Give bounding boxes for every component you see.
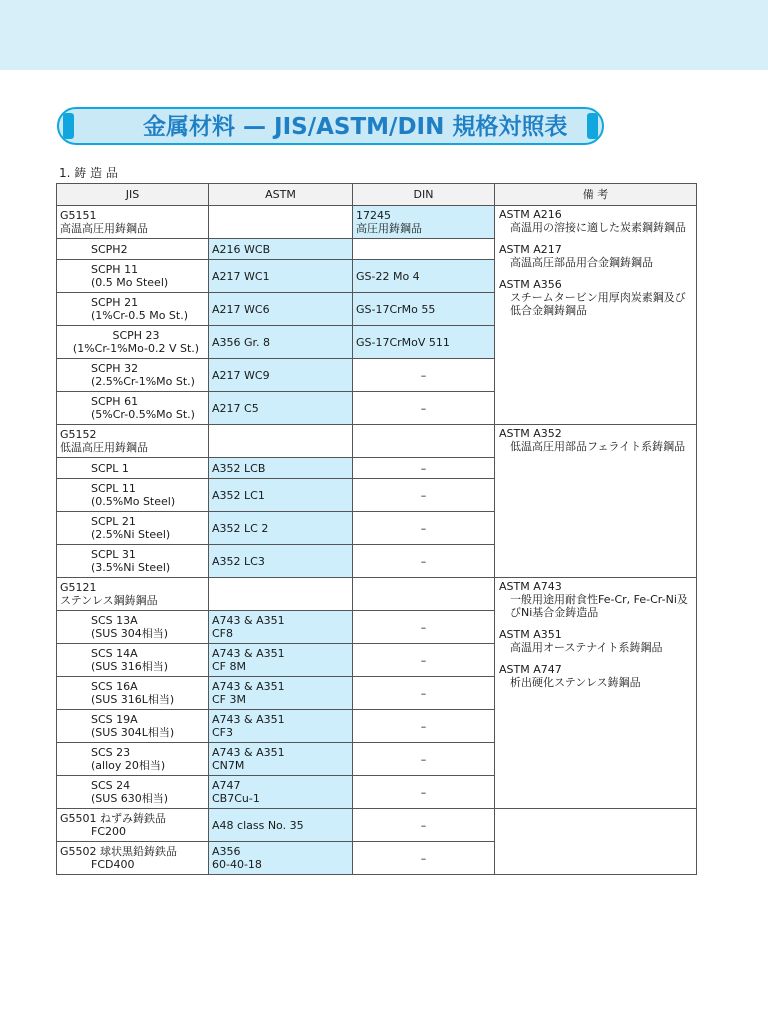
astm-cell xyxy=(209,776,353,809)
remarks-cell-g5151 xyxy=(495,206,697,425)
din-cell: – xyxy=(353,392,495,425)
jis-cell xyxy=(57,479,209,512)
astm-grade: A743 & A351 xyxy=(212,647,285,660)
astm-cell xyxy=(209,479,353,512)
jis-grade: SCPL 21 xyxy=(91,515,136,528)
note xyxy=(499,243,692,269)
note-desc: 低温高圧用部品フェライト系鋳鋼品 xyxy=(510,440,686,453)
jis-grade: SCPH 11 xyxy=(91,263,139,276)
din-cell xyxy=(353,206,495,239)
astm-grade: A747 xyxy=(212,779,241,792)
astm-cell xyxy=(209,359,353,392)
din-cell: – xyxy=(353,743,495,776)
astm-detail: CF 8M xyxy=(212,660,246,673)
astm-detail: CF 3M xyxy=(212,693,246,706)
astm-cell xyxy=(209,512,353,545)
jis-cell xyxy=(57,293,209,326)
din-cell: GS-17CrMo 55 xyxy=(353,293,495,326)
note xyxy=(499,580,692,619)
jis-grade: SCPL 31 xyxy=(91,548,136,561)
din-cell: GS-22 Mo 4 xyxy=(353,260,495,293)
jis-grade: SCPH 21 xyxy=(91,296,139,309)
jis-cell xyxy=(57,578,209,611)
note-desc: 高温用オーステナイト系鋳鋼品 xyxy=(510,641,663,654)
astm-cell xyxy=(209,611,353,644)
note-head: ASTM A743 xyxy=(499,580,562,593)
astm-cell xyxy=(209,677,353,710)
din-cell xyxy=(353,239,495,260)
jis-cell xyxy=(57,842,209,875)
jis-cell xyxy=(57,512,209,545)
top-band xyxy=(0,0,768,70)
header-jis: JIS xyxy=(57,184,209,206)
astm-grade: A352 LC1 xyxy=(212,488,265,502)
note-head: ASTM A747 xyxy=(499,663,562,676)
banner-cap-right xyxy=(587,113,598,139)
group-code: G5121 xyxy=(60,581,97,594)
jis-detail: FCD400 xyxy=(91,858,135,871)
din-cell: – xyxy=(353,359,495,392)
group-name: 低温高圧用鋳鋼品 xyxy=(60,441,148,454)
astm-cell xyxy=(209,392,353,425)
jis-cell xyxy=(57,611,209,644)
jis-detail: (0.5%Mo Steel) xyxy=(91,495,176,508)
group-code: G5151 xyxy=(60,209,97,222)
astm-cell xyxy=(209,578,353,611)
jis-detail: (SUS 630相当) xyxy=(91,792,169,805)
astm-cell xyxy=(209,458,353,479)
remarks-cell-g5121 xyxy=(495,578,697,809)
astm-grade: A743 & A351 xyxy=(212,746,285,759)
astm-cell xyxy=(209,842,353,875)
note-desc: 析出硬化ステンレス鋳鋼品 xyxy=(510,676,641,689)
jis-grade: SCPH 23 xyxy=(112,329,160,342)
astm-detail: CF3 xyxy=(212,726,234,739)
jis-cell xyxy=(57,326,209,359)
din-cell: GS-17CrMoV 511 xyxy=(353,326,495,359)
jis-grade: SCPH2 xyxy=(91,242,128,256)
group-row-g5151 xyxy=(57,206,697,239)
din-cell: – xyxy=(353,710,495,743)
din-cell: – xyxy=(353,677,495,710)
astm-cell xyxy=(209,326,353,359)
jis-grade: SCPH 61 xyxy=(91,395,139,408)
jis-grade: SCPH 32 xyxy=(91,362,139,375)
jis-detail: (1%Cr-1%Mo-0.2 V St.) xyxy=(72,342,200,355)
jis-grade: SCS 24 xyxy=(91,779,131,792)
note xyxy=(499,208,692,234)
jis-detail: (1%Cr-0.5 Mo St.) xyxy=(91,309,189,322)
note-desc: スチームタービン用厚肉炭素鋼及び低合金鋼鋳鋼品 xyxy=(510,291,686,317)
note-head: ASTM A351 xyxy=(499,628,562,641)
jis-detail: (SUS 316相当) xyxy=(91,660,169,673)
astm-cell xyxy=(209,425,353,458)
din-cell: – xyxy=(353,809,495,842)
jis-cell xyxy=(57,359,209,392)
astm-detail: CB7Cu-1 xyxy=(212,792,260,805)
note-head: ASTM A216 xyxy=(499,208,562,221)
astm-grade: A743 & A351 xyxy=(212,713,285,726)
jis-detail: FC200 xyxy=(91,825,127,838)
section-title: 1. 鋳 造 品 xyxy=(59,166,118,180)
astm-cell xyxy=(209,206,353,239)
astm-cell xyxy=(209,710,353,743)
table-row-g5501 xyxy=(57,809,697,842)
astm-grade: A352 LC 2 xyxy=(212,521,269,535)
din-code: 17245 xyxy=(356,209,391,222)
jis-detail: (SUS 316L相当) xyxy=(91,693,175,706)
jis-detail: (alloy 20相当) xyxy=(91,759,166,772)
astm-grade: A217 WC1 xyxy=(212,269,270,283)
note xyxy=(499,663,692,689)
astm-grade: A216 WCB xyxy=(212,242,271,256)
note-head: ASTM A217 xyxy=(499,243,562,256)
jis-detail: (SUS 304L相当) xyxy=(91,726,175,739)
standards-table xyxy=(56,183,697,875)
group-name: ステンレス鋼鋳鋼品 xyxy=(60,594,158,607)
note-desc: 一般用途用耐食性Fe-Cr, Fe-Cr-Ni及びNi基合金鋳造品 xyxy=(510,593,688,619)
din-cell: – xyxy=(353,512,495,545)
jis-cell xyxy=(57,809,209,842)
din-cell xyxy=(353,425,495,458)
jis-grade: SCS 14A xyxy=(91,647,138,660)
jis-cell xyxy=(57,710,209,743)
astm-cell xyxy=(209,743,353,776)
jis-grade: SCS 13A xyxy=(91,614,138,627)
din-cell: – xyxy=(353,545,495,578)
jis-grade: SCPL 11 xyxy=(91,482,136,495)
header-remarks: 備 考 xyxy=(495,184,697,206)
astm-grade: A48 class No. 35 xyxy=(212,818,304,832)
astm-grade: A217 WC6 xyxy=(212,302,270,316)
astm-detail: CF8 xyxy=(212,627,234,640)
jis-detail: (0.5 Mo Steel) xyxy=(91,276,169,289)
astm-cell xyxy=(209,239,353,260)
jis-detail: (3.5%Ni Steel) xyxy=(91,561,171,574)
note xyxy=(499,278,692,317)
astm-detail: 60-40-18 xyxy=(212,858,262,871)
note-desc: 高温高圧部品用合金鋼鋳鋼品 xyxy=(510,256,653,269)
group-name: 高温高圧用鋳鋼品 xyxy=(60,222,148,235)
din-cell: – xyxy=(353,458,495,479)
header-row xyxy=(57,184,697,206)
astm-grade: A352 LCB xyxy=(212,461,266,475)
astm-grade: A356 Gr. 8 xyxy=(212,335,271,349)
astm-cell xyxy=(209,293,353,326)
jis-cell xyxy=(57,392,209,425)
jis-grade: G5502 球状黒鉛鋳鉄品 xyxy=(60,845,178,858)
jis-cell xyxy=(57,677,209,710)
jis-grade: SCS 19A xyxy=(91,713,138,726)
astm-cell xyxy=(209,644,353,677)
jis-cell xyxy=(57,545,209,578)
note-head: ASTM A356 xyxy=(499,278,562,291)
group-code: G5152 xyxy=(60,428,97,441)
jis-grade: SCPL 1 xyxy=(91,461,129,475)
jis-detail: (2.5%Cr-1%Mo St.) xyxy=(91,375,195,388)
jis-cell xyxy=(57,260,209,293)
jis-cell xyxy=(57,425,209,458)
astm-grade: A743 & A351 xyxy=(212,680,285,693)
jis-grade: SCS 16A xyxy=(91,680,138,693)
jis-cell xyxy=(57,239,209,260)
header-din: DIN xyxy=(353,184,495,206)
group-row-g5121 xyxy=(57,578,697,611)
remarks-cell-cast-iron xyxy=(495,809,697,875)
header-astm: ASTM xyxy=(209,184,353,206)
astm-grade: A217 C5 xyxy=(212,401,259,415)
note xyxy=(499,427,692,453)
note-head: ASTM A352 xyxy=(499,427,562,440)
jis-detail: (2.5%Ni Steel) xyxy=(91,528,171,541)
jis-grade: SCS 23 xyxy=(91,746,131,759)
remarks-cell-g5152 xyxy=(495,425,697,578)
jis-cell xyxy=(57,644,209,677)
astm-grade: A217 WC9 xyxy=(212,368,270,382)
din-name: 高圧用鋳鋼品 xyxy=(356,222,422,235)
astm-grade: A743 & A351 xyxy=(212,614,285,627)
page-title: 金属材料 — JIS/ASTM/DIN 規格対照表 xyxy=(143,114,568,140)
note xyxy=(499,628,692,654)
din-cell: – xyxy=(353,842,495,875)
din-cell: – xyxy=(353,776,495,809)
banner-cap-left xyxy=(63,113,74,139)
din-cell: – xyxy=(353,644,495,677)
jis-detail: (SUS 304相当) xyxy=(91,627,169,640)
astm-cell xyxy=(209,260,353,293)
note-desc: 高温用の溶接に適した炭素鋼鋳鋼品 xyxy=(510,221,686,234)
astm-detail: CN7M xyxy=(212,759,245,772)
din-cell: – xyxy=(353,479,495,512)
jis-grade: G5501 ねずみ鋳鉄品 xyxy=(60,812,167,825)
jis-cell xyxy=(57,458,209,479)
astm-grade: A352 LC3 xyxy=(212,554,265,568)
astm-cell xyxy=(209,809,353,842)
din-cell xyxy=(353,578,495,611)
jis-detail: (5%Cr-0.5%Mo St.) xyxy=(91,408,195,421)
group-row-g5152 xyxy=(57,425,697,458)
title-banner xyxy=(57,107,604,145)
jis-cell xyxy=(57,206,209,239)
jis-cell xyxy=(57,776,209,809)
jis-cell xyxy=(57,743,209,776)
din-cell: – xyxy=(353,611,495,644)
astm-grade: A356 xyxy=(212,845,241,858)
astm-cell xyxy=(209,545,353,578)
